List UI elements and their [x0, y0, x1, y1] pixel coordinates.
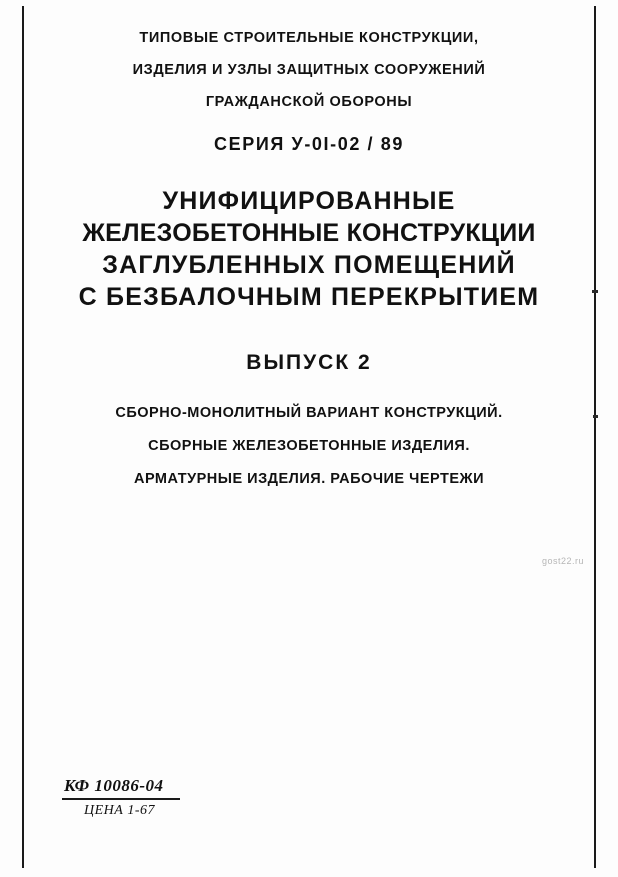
subtitle-line-1: СБОРНО-МОНОЛИТНЫЙ ВАРИАНТ КОНСТРУКЦИЙ.: [115, 405, 503, 421]
title-line-2: ЖЕЛЕЗОБЕТОННЫЕ КОНСТРУКЦИИ: [82, 219, 536, 247]
header-line-2: ИЗДЕЛИЯ И УЗЛЫ ЗАЩИТНЫХ СООРУЖЕНИЙ: [132, 62, 486, 78]
issue-number: ВЫПУСК 2: [246, 351, 372, 374]
header-line-1: ТИПОВЫЕ СТРОИТЕЛЬНЫЕ КОНСТРУКЦИИ,: [139, 30, 479, 46]
stamp-divider: [62, 798, 180, 800]
series-number: СЕРИЯ У-0I-02 / 89: [214, 134, 404, 154]
title-line-4: С БЕЗБАЛОЧНЫМ ПЕРЕКРЫТИЕМ: [78, 283, 540, 311]
page-content: [40, 0, 578, 877]
scan-artifact-mark: [592, 290, 598, 293]
catalog-code: КФ 10086-04: [64, 776, 164, 795]
header-line-3: ГРАЖДАНСКОЙ ОБОРОНЫ: [205, 94, 413, 110]
subtitle-block: [40, 405, 578, 487]
watermark: gost22.ru: [541, 556, 584, 566]
page-border-left: [22, 6, 24, 868]
catalog-stamp: [62, 776, 222, 819]
catalog-price: ЦЕНА 1-67: [84, 803, 155, 818]
page-title: [40, 185, 578, 313]
title-line-3: ЗАГЛУБЛЕННЫХ ПОМЕЩЕНИЙ: [102, 251, 516, 279]
subtitle-line-2: СБОРНЫЕ ЖЕЛЕЗОБЕТОННЫЕ ИЗДЕЛИЯ.: [148, 438, 470, 454]
scan-artifact-mark: [593, 415, 598, 418]
title-line-1: УНИФИЦИРОВАННЫЕ: [162, 187, 456, 215]
header-block: [40, 30, 578, 110]
subtitle-line-3: АРМАТУРНЫЕ ИЗДЕЛИЯ. РАБОЧИЕ ЧЕРТЕЖИ: [133, 471, 485, 487]
page-border-right: [594, 6, 596, 868]
